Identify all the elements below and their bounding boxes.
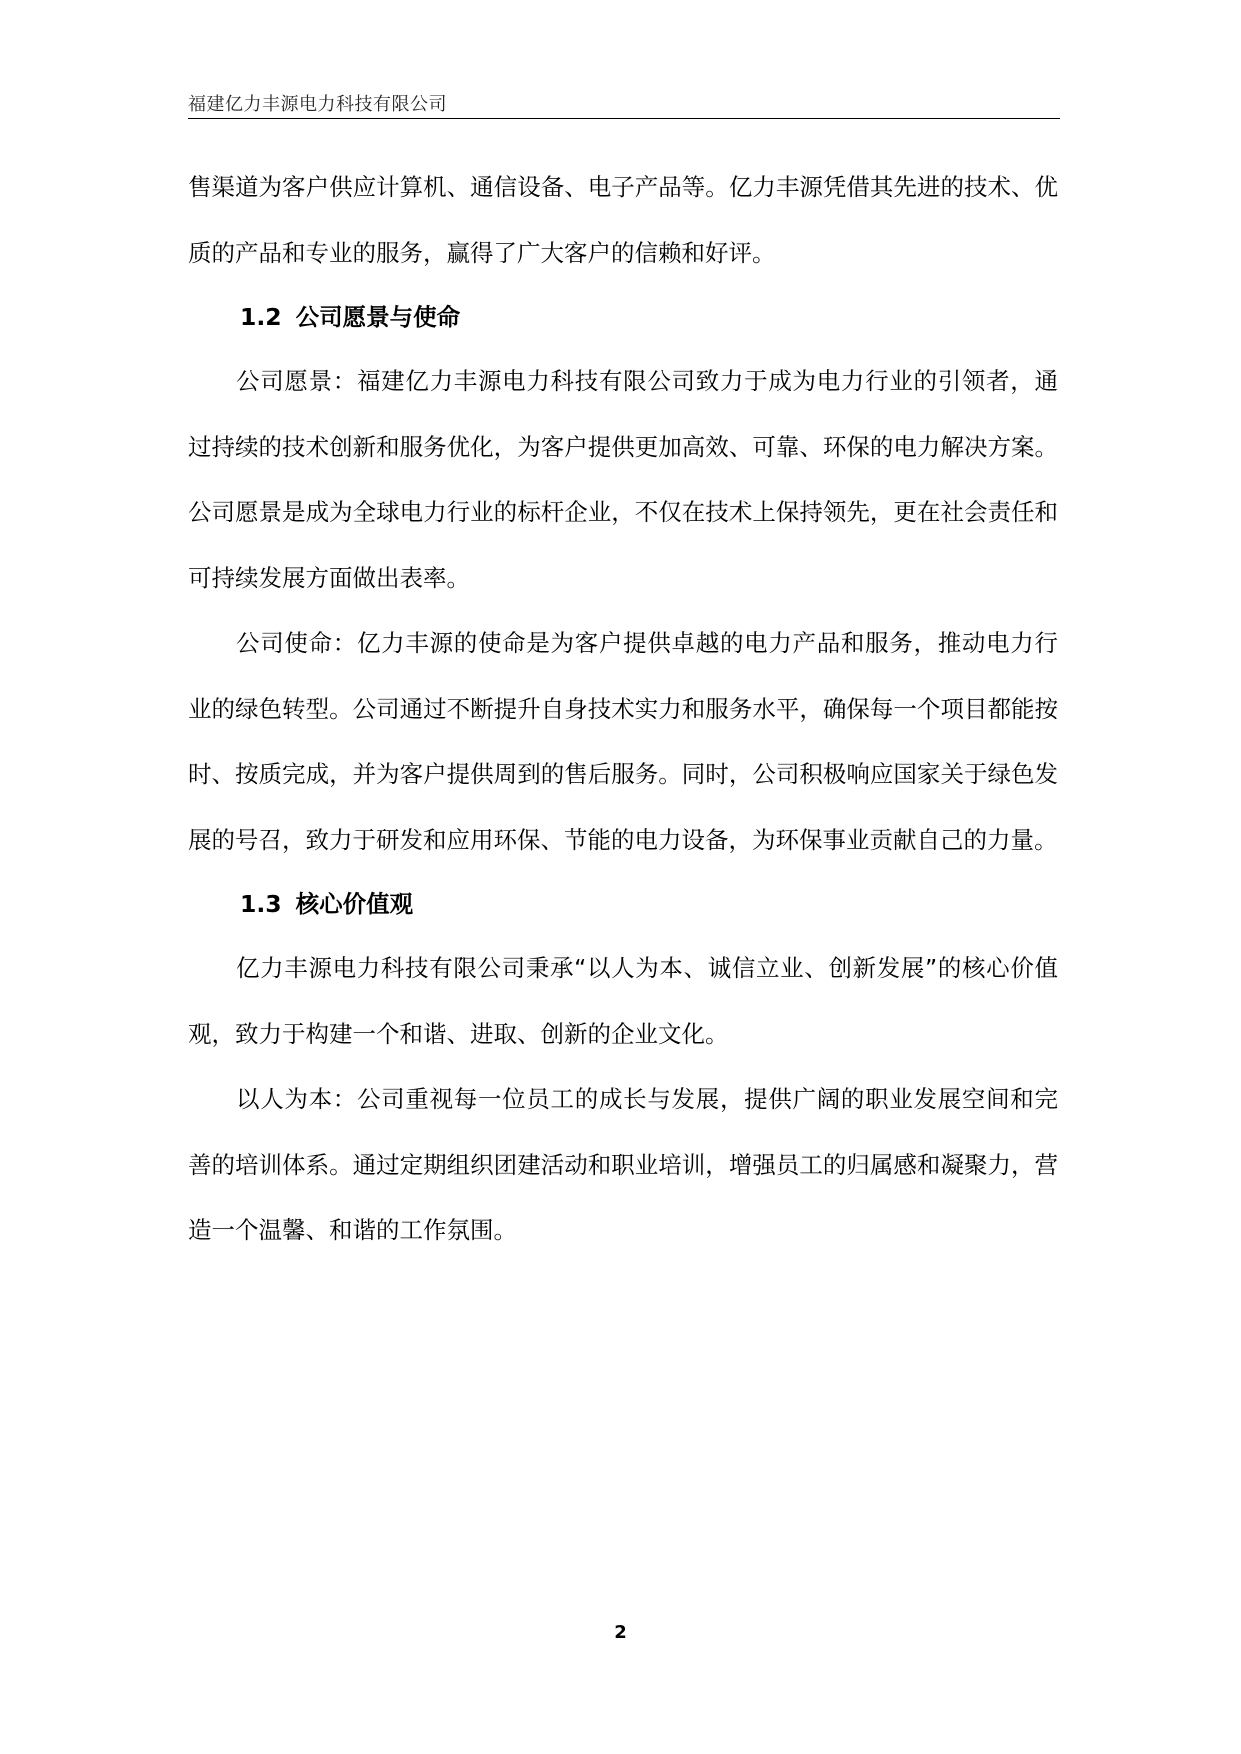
- paragraph-intro-continued: 售渠道为客户供应计算机、通信设备、电子产品等。亿力丰源凭借其先进的技术、优质的产品和专业的服务，赢得了广大客户的信赖和好评。: [188, 173, 1058, 267]
- section-heading-vision-mission: [188, 286, 1058, 349]
- section-number: 1.3: [240, 890, 282, 918]
- paragraph-core-values-intro: 亿力丰源电力科技有限公司秉承“以人为本、诚信立业、创新发展”的核心价值观，致力于构建一个和谐、进取、创新的企业文化。: [188, 954, 1058, 1048]
- paragraph-company-mission: 公司使命：亿力丰源的使命是为客户提供卓越的电力产品和服务，推动电力行业的绿色转型。公司通过不断提升自身技术实力和服务水平，确保每一个项目都能按时、按质完成，并为客户提供周到的售后服务。同时，公司积极响应国家关于绿色发展的号召，致力于研发和应用环保、节能的电力设备，为环保事业贡献自己的力量。: [188, 629, 1058, 854]
- header-company-name: 福建亿力丰源电力科技有限公司: [188, 94, 447, 115]
- section-heading-core-values: [188, 873, 1058, 936]
- page-header: [188, 88, 1060, 119]
- section-number: 1.2: [240, 303, 282, 331]
- document-body: [188, 155, 1058, 1264]
- paragraph-company-vision: 公司愿景：福建亿力丰源电力科技有限公司致力于成为电力行业的引领者，通过持续的技术创新和服务优化，为客户提供更加高效、可靠、环保的电力解决方案。公司愿景是成为全球电力行业的标杆企业，不仅在技术上保持领先，更在社会责任和可持续发展方面做出表率。: [188, 367, 1058, 592]
- page-number: 2: [614, 1622, 627, 1643]
- section-title: 核心价值观: [295, 890, 414, 918]
- paragraph-people-first: 以人为本：公司重视每一位员工的成长与发展，提供广阔的职业发展空间和完善的培训体系。通过定期组织团建活动和职业培训，增强员工的归属感和凝聚力，营造一个温馨、和谐的工作氛围。: [188, 1085, 1058, 1244]
- section-title: 公司愿景与使命: [295, 303, 461, 331]
